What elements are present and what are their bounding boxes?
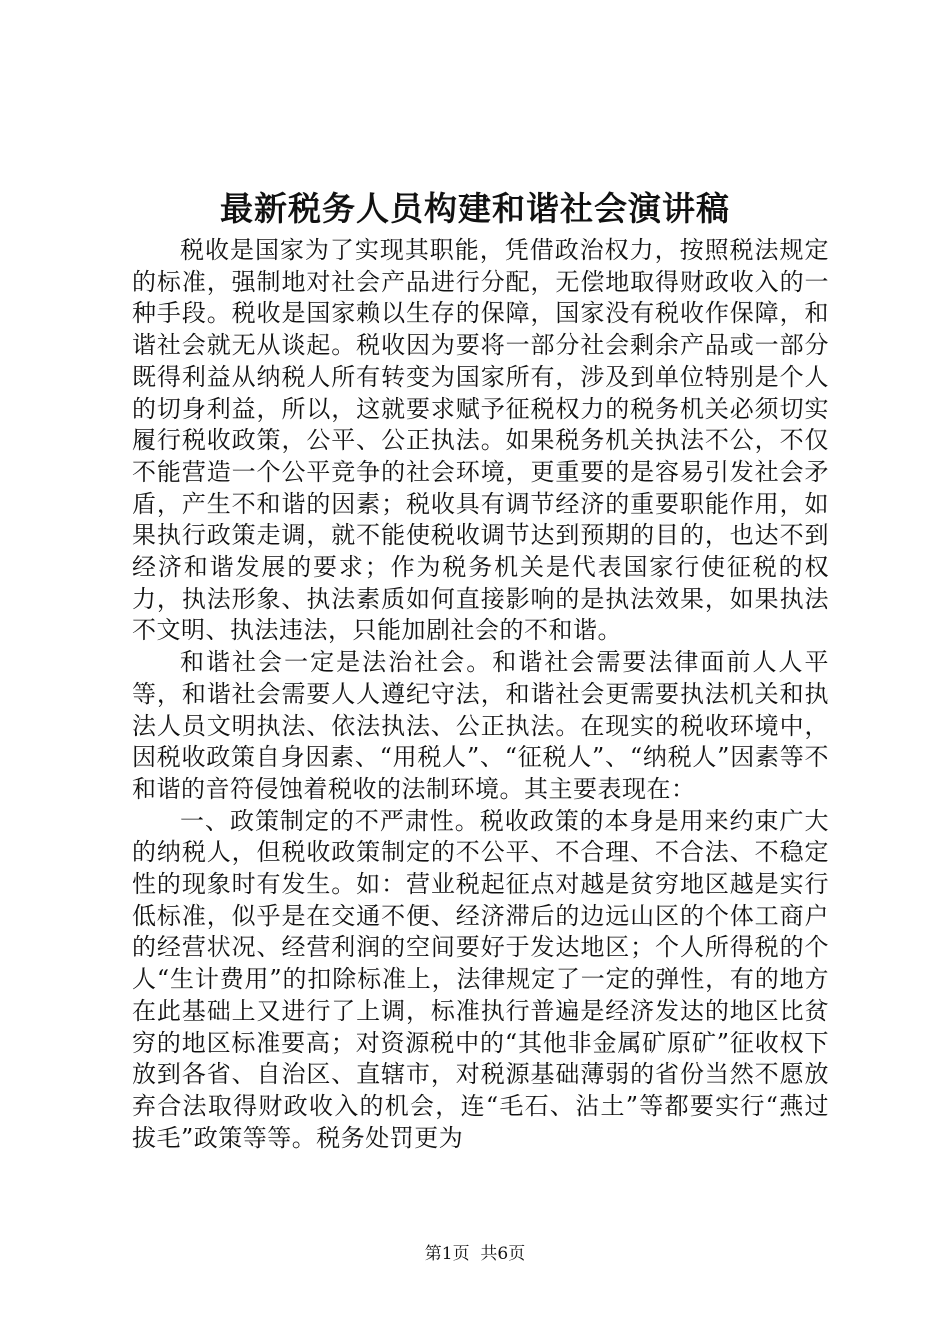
paragraph-3: 一、政策制定的不严肃性。税收政策的本身是用来约束广大的纳税人，但税收政策制定的不公平、不合理、不合法、不稳定性的现象时有发生。如：营业税起征点对越是贫穷地区越是实行低标准，似乎是在交通不便、经济滞后的边远山区的个体工商户的经营状况、经营利润的空间要好于发达地区；个人所得税的个人“生计费用”的扣除标准上，法律规定了一定的弹性，有的地方在此基础上又进行了上调，标准执行普遍是经济发达的地区比贫穷的地区标准要高；对资源税中的“其他非金属矿原矿”征收权下放到各省、自治区、直辖市，对税源基础薄弱的省份当然不愿放弃合法取得财政收入的机会，连“毛石、沾土”等都要实行“燕过拔毛”政策等等。税务处罚更为 bbox=[132, 806, 829, 1152]
paragraph-2: 和谐社会一定是法治社会。和谐社会需要法律面前人人平等，和谐社会需要人人遵纪守法，和谐社会更需要执法机关和执法人员文明执法、依法执法、公正执法。在现实的税收环境中，因税收政策自身因素、“用税人”、“征税人”、“纳税人”因素等不和谐的音符侵蚀着税收的法制环境。其主要表现在： bbox=[132, 648, 829, 803]
document-title: 最新税务人员构建和谐社会演讲稿 bbox=[220, 189, 730, 228]
document-body bbox=[132, 235, 829, 1195]
paragraph-1: 税收是国家为了实现其职能，凭借政治权力，按照税法规定的标准，强制地对社会产品进行分配，无偿地取得财政收入的一种手段。税收是国家赖以生存的保障，国家没有税收作保障，和谐社会就无从谈起。税收因为要将一部分社会剩余产品或一部分既得利益从纳税人所有转变为国家所有，涉及到单位特别是个人的切身利益，所以，这就要求赋予征税权力的税务机关必须切实履行税收政策，公平、公正执法。如果税务机关执法不公，不仅不能营造一个公平竞争的社会环境，更重要的是容易引发社会矛盾，产生不和谐的因素；税收具有调节经济的重要职能作用，如果执行政策走调，就不能使税收调节达到预期的目的，也达不到经济和谐发展的要求；作为税务机关是代表国家行使征税的权力，执法形象、执法素质如何直接影响的是执法效果，如果执法不文明、执法违法，只能加剧社会的不和谐。 bbox=[132, 236, 829, 645]
page-footer bbox=[0, 1242, 950, 1266]
page-number: 第1页 bbox=[424, 1244, 470, 1264]
page-total: 共6页 bbox=[480, 1244, 526, 1264]
